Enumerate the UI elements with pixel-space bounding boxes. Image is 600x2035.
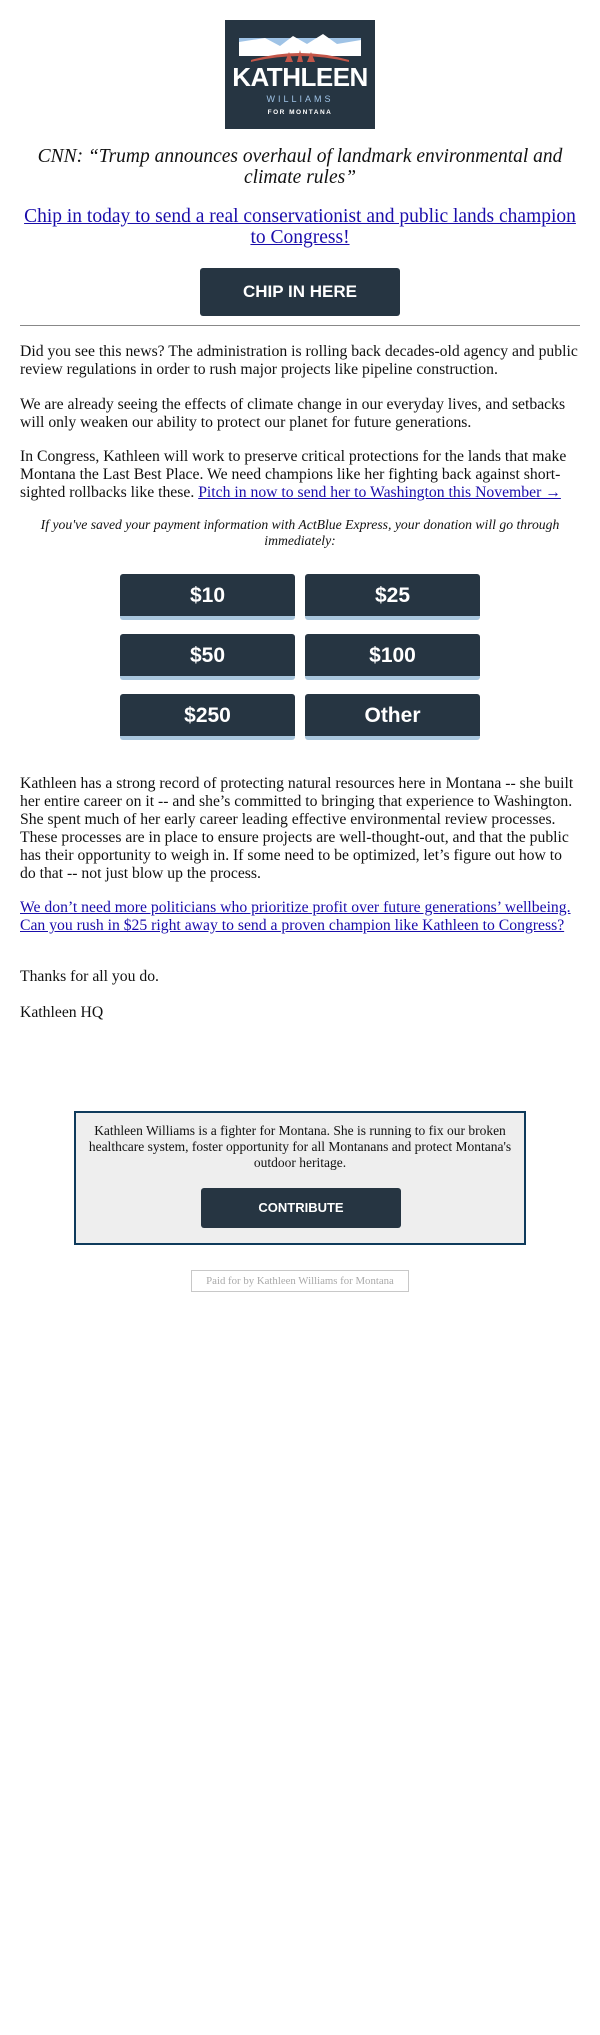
- paragraph-congress: [20, 448, 580, 502]
- actblue-note: If you've saved your payment information with ActBlue Express, your donation will go through immediately:: [40, 517, 560, 548]
- thanks-text: Thanks for all you do.: [20, 968, 159, 985]
- donate-50-button[interactable]: $50: [120, 634, 295, 680]
- footer-box: [74, 1111, 526, 1245]
- logo-tagline: FOR MONTANA: [267, 109, 333, 116]
- paragraph-news: Did you see this news? The administration is rolling back decades-old agency and public review regulations in order to rush major projects like pipeline construction.: [20, 343, 578, 378]
- pitch-in-link[interactable]: Pitch in now to send her to Washington this November →: [198, 484, 561, 501]
- chip-in-link[interactable]: Chip in today to send a real conservationist and public lands champion to Congress!: [24, 206, 576, 248]
- paragraph-record: Kathleen has a strong record of protecting natural resources here in Montana -- she built her entire career on it -- and she’s committed to bringing that experience to Washington. She spent much of her early career leading effective environmental review processes. These processes are in place to ensure projects are well-thought-out, and that the public has their opportunity to weigh in. If some need to be optimized, let’s figure out how to do that -- not just blow up the process.: [20, 775, 574, 882]
- donate-250-button[interactable]: $250: [120, 694, 295, 740]
- paragraph-climate: We are already seeing the effects of climate change in our everyday lives, and setbacks will only weaken our ability to protect our planet for future generations.: [20, 396, 566, 431]
- footer-text: Kathleen Williams is a fighter for Montana. She is running to fix our broken healthcare system, foster opportunity for all Montanans and protect Montana's outdoor heritage.: [88, 1123, 512, 1170]
- signature: Kathleen HQ: [20, 1004, 104, 1021]
- logo-surname: WILLIAMS: [266, 94, 334, 104]
- paragraph-congress-text: In Congress, Kathleen will work to preserve critical protections for the lands that make Montana the Last Best Place. We need champions like her fighting back against short-sighted rollbacks like these.: [20, 448, 567, 501]
- rush-donation-link[interactable]: We don’t need more politicians who prioritize profit over future generations’ wellbeing. Can you rush in $25 right away to send a proven champion like Kathleen to Congress?: [20, 899, 571, 934]
- chip-in-button[interactable]: CHIP IN HERE: [200, 268, 400, 316]
- contribute-button[interactable]: CONTRIBUTE: [201, 1188, 401, 1228]
- donate-other-button[interactable]: Other: [305, 694, 480, 740]
- divider: [20, 325, 580, 326]
- donate-10-button[interactable]: $10: [120, 574, 295, 620]
- logo-name: KATHLEEN: [232, 62, 368, 92]
- donate-25-button[interactable]: $25: [305, 574, 480, 620]
- paid-for-disclaimer: Paid for by Kathleen Williams for Montana: [191, 1270, 409, 1292]
- donate-100-button[interactable]: $100: [305, 634, 480, 680]
- campaign-logo[interactable]: [225, 20, 375, 129]
- news-headline: CNN: “Trump announces overhaul of landmark environmental and climate rules”: [37, 146, 563, 188]
